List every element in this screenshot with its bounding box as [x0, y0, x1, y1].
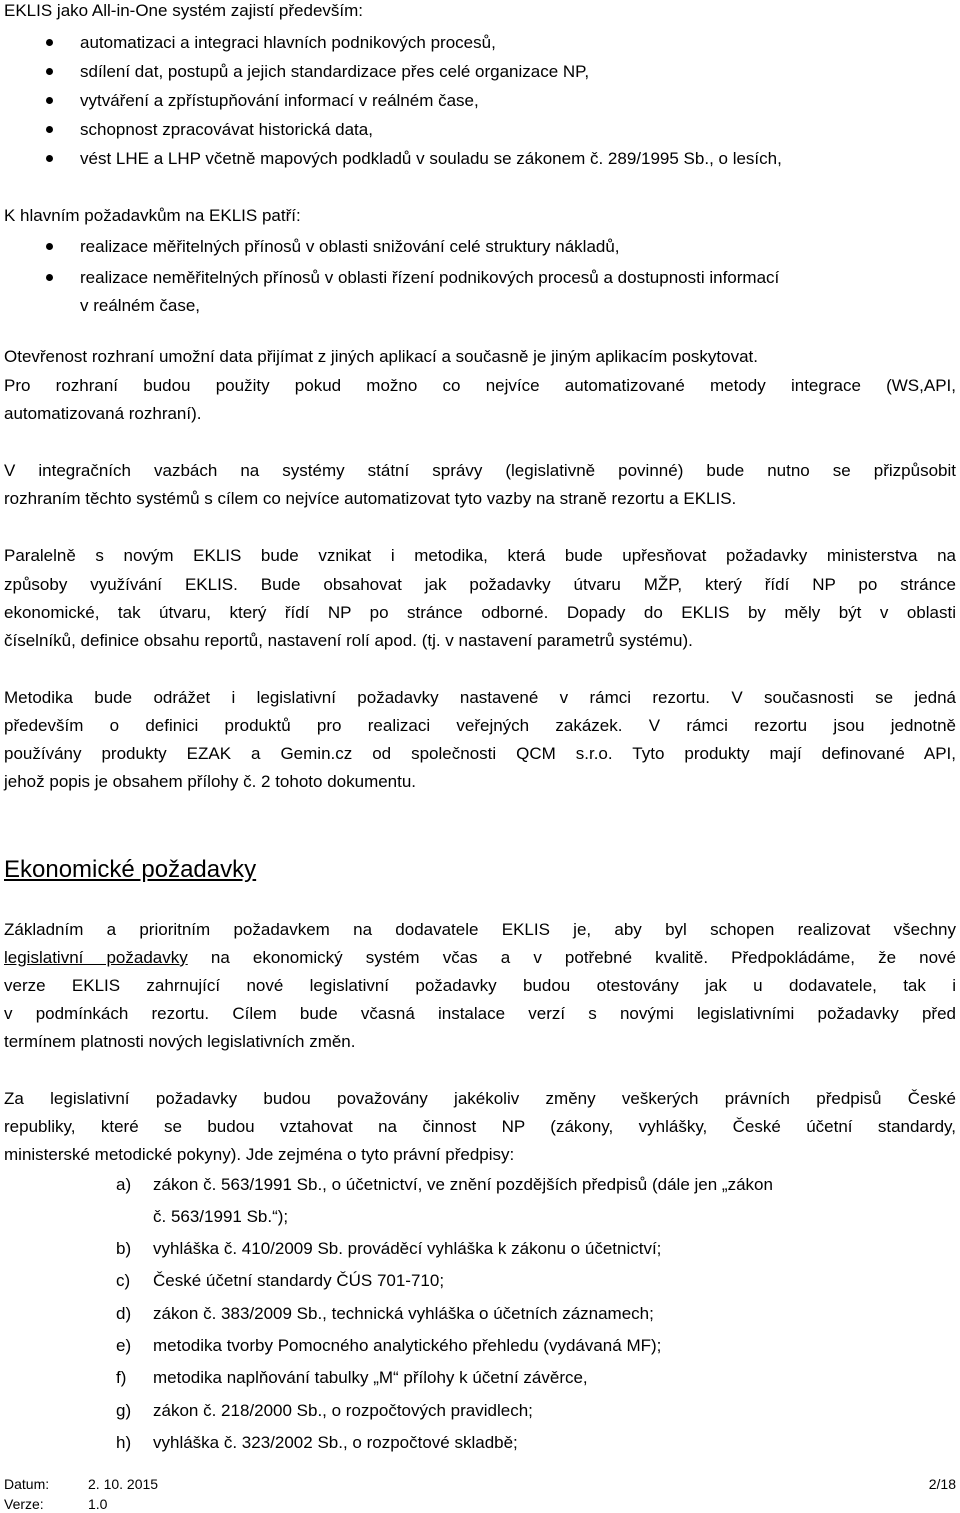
list-item-label: a) [116, 1175, 132, 1194]
list-item-label: d) [116, 1304, 132, 1323]
paragraph-line: způsoby využívání EKLIS. Bude obsahovat jak požadavky útvaru MŽP, který řídí NP po stránce [4, 575, 956, 594]
list-item-text: vyhláška č. 410/2009 Sb. prováděcí vyhláška k zákonu o účetnictví; [153, 1239, 662, 1258]
paragraph-line: číselníků, definice obsahu reportů, nastavení rolí apod. (tj. v nastavení parametrů systému). [4, 631, 693, 650]
paragraph-line: používány produkty EZAK a Gemin.cz od společnosti QCM s.r.o. Tyto produkty mají definované API, [4, 744, 956, 763]
paragraph-line: V integračních vazbách na systémy státní správy (legislativně povinné) bude nutno se přizpůsobit [4, 461, 956, 480]
paragraph-line: Metodika bude odrážet i legislativní požadavky nastavené v rámci rezortu. V současnosti se jedná [4, 688, 956, 707]
paragraph-text: na ekonomický systém včas a v potřebné kvalitě. Předpokládáme, že nové [187, 948, 956, 967]
list-item-text: metodika tvorby Pomocného analytického přehledu (vydávaná MF); [153, 1336, 662, 1355]
footer-version: 1.0 [88, 1496, 108, 1512]
requirements-bullet: realizace neměřitelných přínosů v oblasti řízení podnikových procesů a dostupnosti informací [80, 268, 780, 287]
paragraph-line: Základním a prioritním požadavkem na dodavatele EKLIS je, aby byl schopen realizovat všechny [4, 920, 956, 939]
paragraph-line: termínem platnosti nových legislativních změn. [4, 1032, 356, 1051]
requirements-title: K hlavním požadavkům na EKLIS patří: [4, 206, 301, 225]
list-item-label: g) [116, 1401, 132, 1420]
intro-bullet: schopnost zpracovávat historická data, [80, 120, 373, 139]
footer-version-label: Verze: [4, 1496, 44, 1512]
bullet-icon [46, 274, 53, 281]
list-item-label: h) [116, 1433, 132, 1452]
bullet-icon [46, 126, 53, 133]
paragraph-line: Pro rozhraní budou použity pokud možno co nejvíce automatizované metody integrace (WS,API, [4, 376, 956, 395]
paragraph-line [4, 947, 956, 969]
paragraph-line: verze EKLIS zahrnující nové legislativní požadavky budou otestovány jak u dodavatele, tak i [4, 976, 956, 995]
list-item-text: zákon č. 218/2000 Sb., o rozpočtových pravidlech; [153, 1401, 533, 1420]
intro-bullet: sdílení dat, postupů a jejich standardizace přes celé organizace NP, [80, 62, 590, 81]
list-item-cont: č. 563/1991 Sb.“); [153, 1207, 289, 1226]
list-item-label: c) [116, 1271, 131, 1290]
bullet-icon [46, 39, 53, 46]
bullet-icon [46, 97, 53, 104]
footer-date: 2. 10. 2015 [88, 1476, 159, 1492]
paragraph-line: Otevřenost rozhraní umožní data přijímat z jiných aplikací a současně je jiným aplikacím poskytovat. [4, 347, 759, 366]
list-item-text: zákon č. 383/2009 Sb., technická vyhláška o účetních záznamech; [153, 1304, 654, 1323]
requirements-bullet-cont: v reálném čase, [80, 296, 200, 315]
intro-bullet: automatizaci a integraci hlavních podnikových procesů, [80, 33, 496, 52]
bullet-icon [46, 68, 53, 75]
footer-date-label: Datum: [4, 1476, 50, 1492]
paragraph-line: Paralelně s novým EKLIS bude vznikat i metodika, která bude upřesňovat požadavky ministerstva na [4, 546, 956, 565]
paragraph-line: především o definici produktů pro realizaci veřejných zakázek. V rámci rezortu jsou jednotně [4, 716, 956, 735]
paragraph-line: rozhraním těchto systémů s cílem co nejvíce automatizovat tyto vazby na straně rezortu a EKLIS. [4, 489, 737, 508]
list-item-label: f) [116, 1368, 127, 1387]
bullet-icon [46, 155, 53, 162]
paragraph-line: ekonomické, tak útvaru, který řídí NP po stránce odborné. Dopady do EKLIS by měly být v oblasti [4, 603, 956, 622]
intro-title: EKLIS jako All-in-One systém zajistí především: [4, 1, 364, 20]
list-item-label: b) [116, 1239, 132, 1258]
paragraph-line: v podmínkách rezortu. Cílem bude včasná instalace verzí s novými legislativními požadavky před [4, 1004, 956, 1023]
paragraph-line: republiky, které se budou vztahovat na činnost NP (zákony, vyhlášky, České účetní standardy, [4, 1117, 956, 1136]
paragraph-line: ministerské metodické pokyny). Jde zejména o tyto právní předpisy: [4, 1145, 515, 1164]
list-item-label: e) [116, 1336, 132, 1355]
section-heading: Ekonomické požadavky [4, 856, 257, 883]
paragraph-line: jehož popis je obsahem přílohy č. 2 tohoto dokumentu. [4, 772, 417, 791]
list-item-text: metodika naplňování tabulky „M“ přílohy k účetní závěrce, [153, 1368, 588, 1387]
paragraph-line: Za legislativní požadavky budou považovány jakékoliv změny veškerých právních předpisů České [4, 1089, 956, 1108]
intro-bullet: vést LHE a LHP včetně mapových podkladů v souladu se zákonem č. 289/1995 Sb., o lesích, [80, 149, 782, 168]
requirements-bullet: realizace měřitelných přínosů v oblasti snižování celé struktury nákladů, [80, 237, 620, 256]
list-item-text: zákon č. 563/1991 Sb., o účetnictví, ve znění pozdějších předpisů (dále jen „zákon [153, 1175, 773, 1194]
page-number: 2/18 [928, 1476, 956, 1492]
intro-bullet: vytváření a zpřístupňování informací v reálném čase, [80, 91, 479, 110]
legislation-link: legislativní požadavky [4, 948, 188, 967]
paragraph-line: automatizovaná rozhraní). [4, 404, 202, 423]
list-item-text: vyhláška č. 323/2002 Sb., o rozpočtové skladbě; [153, 1433, 518, 1452]
bullet-icon [46, 243, 53, 250]
list-item-text: České účetní standardy ČÚS 701-710; [153, 1271, 445, 1290]
